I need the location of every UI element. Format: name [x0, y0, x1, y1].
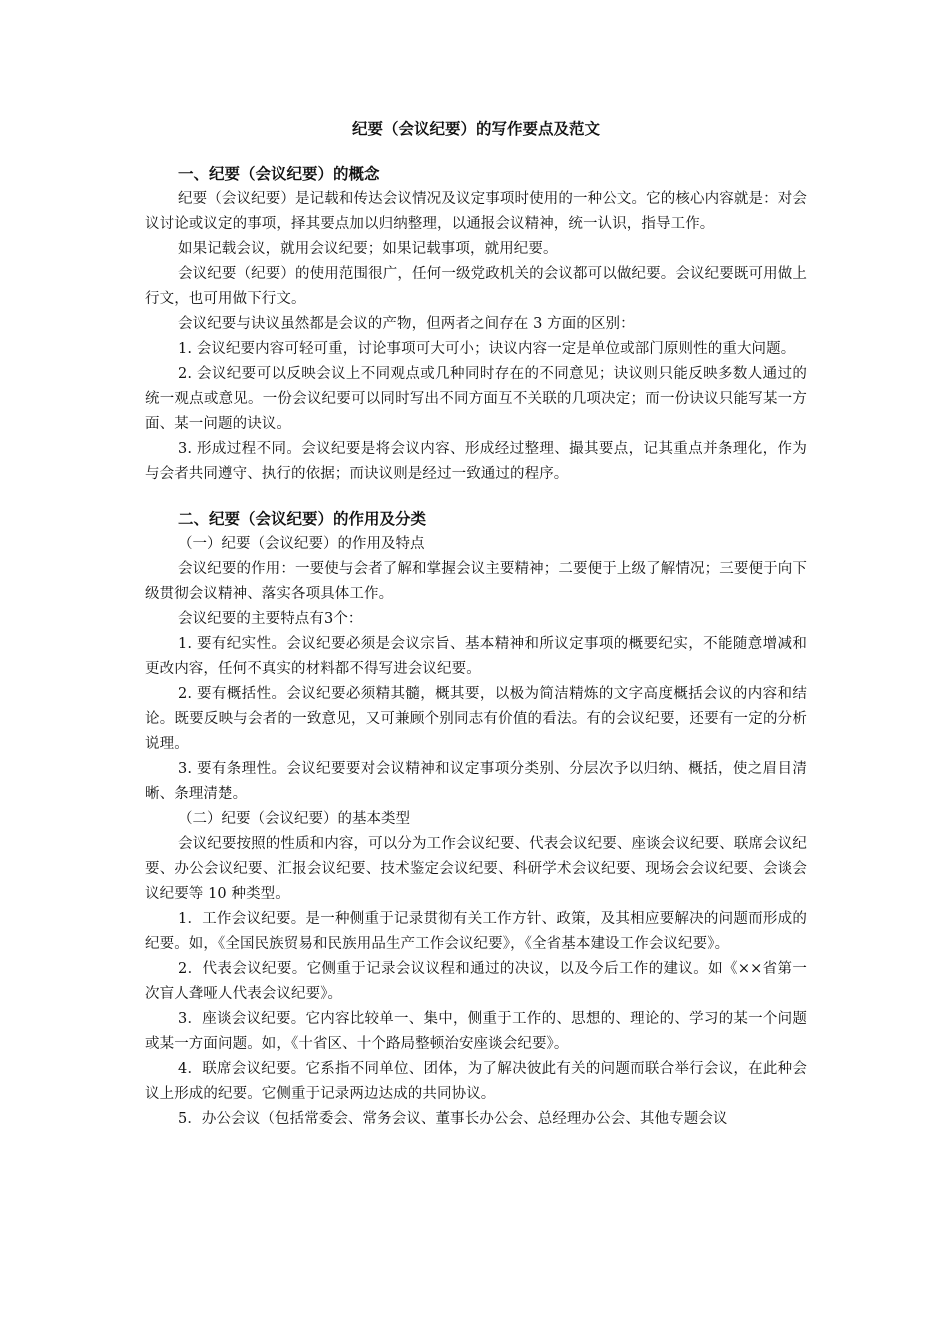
- document-body: [145, 116, 807, 1132]
- list-item: 2. 要有概括性。会议纪要必须精其髓，概其要，以极为简洁精炼的文字高度概括会议的内容和结论。既要反映与会者的一致意见，又可兼顾个别同志有价值的看法。有的会议纪要，还要有一定的分析说理。: [145, 686, 807, 752]
- list-item: 1. 要有纪实性。会议纪要必须是会议宗旨、基本精神和所议定事项的概要纪实，不能随意增减和更改内容，任何不真实的材料都不得写进会议纪要。: [145, 636, 807, 677]
- subsection-1-heading: （一）纪要（会议纪要）的作用及特点: [178, 536, 425, 552]
- section-spacer: [145, 487, 807, 507]
- list-item: 2. 会议纪要可以反映会议上不同观点或几种同时存在的不同意见；诀议则只能反映多数人通过的统一观点或意见。一份会议纪要可以同时写出不同方面互不关联的几项决定；而一份诀议只能写某一方面、某一问题的诀议。: [145, 366, 807, 432]
- paragraph: 会议纪要与诀议虽然都是会议的产物，但两者之间存在 3 方面的区别：: [178, 316, 635, 332]
- paragraph: 会议纪要的作用：一要使与会者了解和掌握会议主要精神；二要便于上级了解情况；三要便于向下级贯彻会议精神、落实各项具体工作。: [145, 561, 807, 602]
- list-item: 3. 要有条理性。会议纪要要对会议精神和议定事项分类别、分层次予以归纳、概括，使之眉目清晰、条理清楚。: [145, 761, 807, 802]
- list-item: 1. 会议纪要内容可轻可重，讨论事项可大可小；诀议内容一定是单位或部门原则性的重大问题。: [178, 341, 796, 357]
- paragraph: 如果记载会议，就用会议纪要；如果记载事项，就用纪要。: [178, 241, 558, 257]
- section-2-heading: 二、纪要（会议纪要）的作用及分类: [178, 510, 427, 528]
- subsection-2-heading: （二）纪要（会议纪要）的基本类型: [178, 811, 410, 827]
- paragraph: 纪要（会议纪要）是记载和传达会议情况及议定事项时使用的一种公文。它的核心内容就是：对会议讨论或议定的事项，择其要点加以归纳整理，以通报会议精神，统一认识，指导工作。: [145, 191, 807, 232]
- paragraph: 会议纪要的主要特点有3个：: [178, 611, 363, 627]
- list-item: 1．工作会议纪要。是一种侧重于记录贯彻有关工作方针、政策，及其相应要解决的问题而形成的纪要。如，《全国民族贸易和民族用品生产工作会议纪要》，《全省基本建设工作会议纪要》。: [145, 911, 807, 952]
- paragraph: 会议纪要（纪要）的使用范围很广，任何一级党政机关的会议都可以做纪要。会议纪要既可用做上行文，也可用做下行文。: [145, 266, 807, 307]
- section-1-heading: 一、纪要（会议纪要）的概念: [178, 165, 380, 183]
- list-item: 4．联席会议纪要。它系指不同单位、团体，为了解决彼此有关的问题而联合举行会议，在此种会议上形成的纪要。它侧重于记录两边达成的共同协议。: [145, 1061, 807, 1102]
- list-item: 2．代表会议纪要。它侧重于记录会议议程和通过的决议，以及今后工作的建议。如《××省第一次盲人聋哑人代表会议纪要》。: [145, 961, 807, 1002]
- list-item: 3．座谈会议纪要。它内容比较单一、集中，侧重于工作的、思想的、理论的、学习的某一个问题或某一方面问题。如，《十省区、十个路局整顿治安座谈会纪要》。: [145, 1011, 807, 1052]
- document-title: 纪要（会议纪要）的写作要点及范文: [351, 120, 600, 138]
- paragraph: 会议纪要按照的性质和内容，可以分为工作会议纪要、代表会议纪要、座谈会议纪要、联席会议纪要、办公会议纪要、汇报会议纪要、技术鉴定会议纪要、科研学术会议纪要、现场会会议纪要、会谈会议纪要等 10 种类型。: [145, 836, 807, 902]
- list-item: 3. 形成过程不同。会议纪要是将会议内容、形成经过整理、撮其要点，记其重点并条理化，作为与会者共同遵守、执行的依据；而诀议则是经过一致通过的程序。: [145, 441, 807, 482]
- list-item: 5．办公会议（包括常委会、常务会议、董事长办公会、总经理办公会、其他专题会议: [178, 1111, 728, 1127]
